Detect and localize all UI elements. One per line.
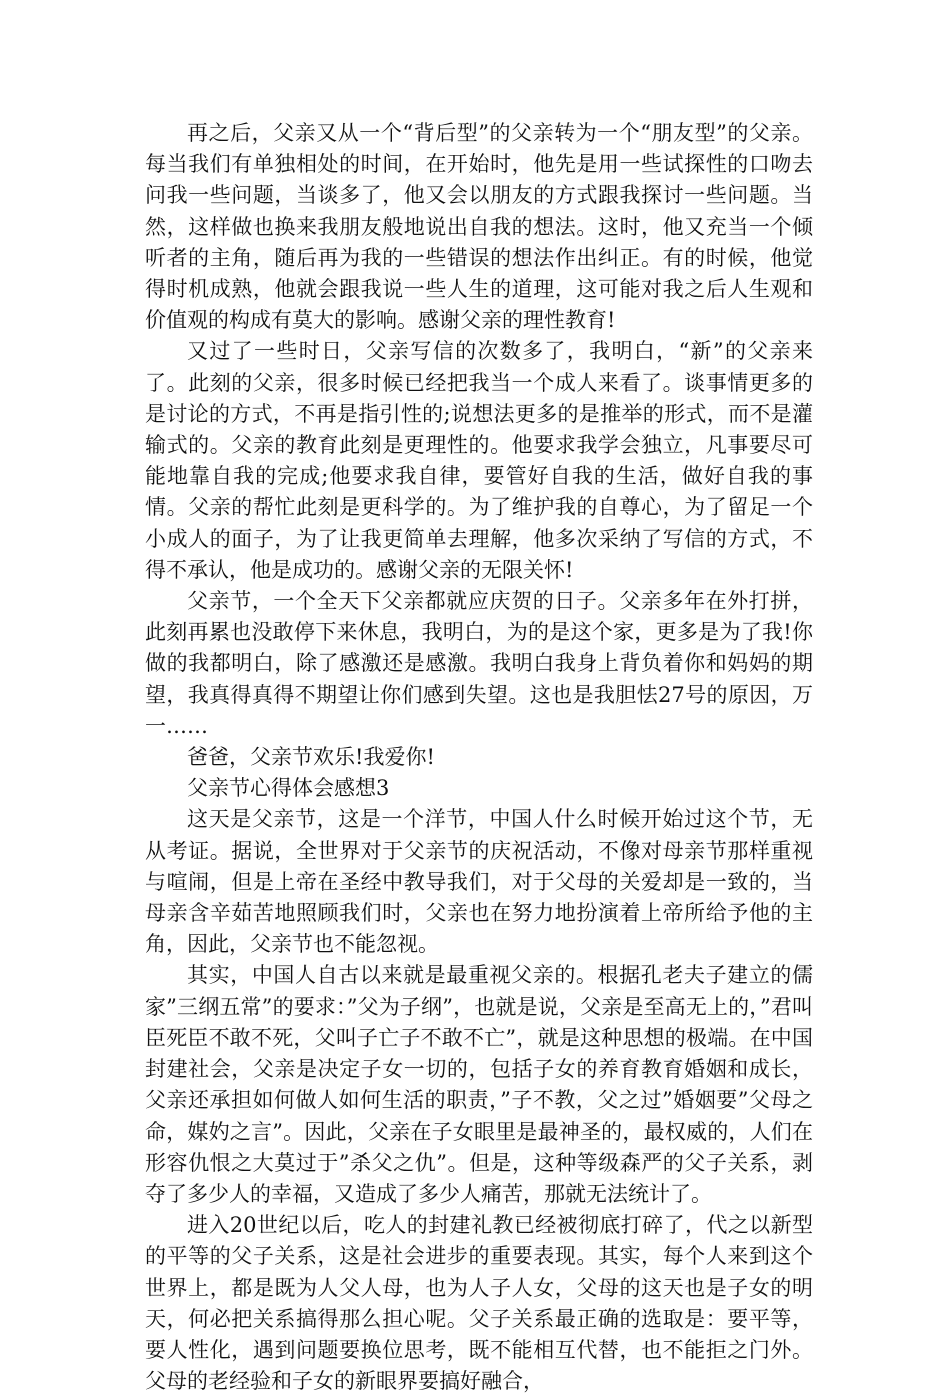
paragraph-confucian-tradition: 其实，中国人自古以来就是最重视父亲的。根据孔老夫子建立的儒家”三纲五常”的要求：”父为子纲”，也就是说，父亲是至高无上的，”君叫臣死臣不敢不死，父叫子亡子不敢不亡”，就是这种思想的极端。在中国封建社会，父亲是决定子女一切的，包括子女的养育教育婚姻和成长，父亲还承担如何做人如何生活的职责，”子不教，父之过”婚姻要”父母之命，媒妁之言”。因此，父亲在子女眼里是最神圣的，最权威的，人们在形容仇恨之大莫过于”杀父之仇”。但是，这种等级森严的父子关系，剥夺了多少人的幸福，又造成了多少人痛苦，那就无法统计了。 bbox=[145, 963, 813, 1206]
paragraph-modern-relationship: 进入20世纪以后，吃人的封建礼教已经被彻底打碎了，代之以新型的平等的父子关系，这是社会进步的重要表现。其实，每个人来到这个世界上，都是既为人父人母，也为人子人女，父母的这天也是子女的明天，何必把关系搞得那么担心呢。父子关系最正确的选取是：要平等，要人性化，遇到问题要换位思考，既不能相互代替，也不能拒之门外。父母的老经验和子女的新眼界要搞好融合， bbox=[145, 1213, 813, 1394]
paragraph-new-father: 又过了一些时日，父亲写信的次数多了，我明白，“新”的父亲来了。此刻的父亲，很多时候已经把我当一个成人来看了。谈事情更多的是讨论的方式，不再是指引性的;说想法更多的是推举的形式，而不是灌输式的。父亲的教育此刻是更理性的。他要求我学会独立，凡事要尽可能地靠自我的完成;他要求我自律，要管好自我的生活，做好自我的事情。父亲的帮忙此刻是更科学的。为了维护我的自尊心，为了留足一个小成人的面子，为了让我更简单去理解，他多次采纳了写信的方式，不得不承认，他是成功的。感谢父亲的无限关怀! bbox=[145, 339, 813, 582]
section-heading: 父亲节心得体会感想3 bbox=[187, 776, 390, 801]
paragraph-friend-father: 再之后，父亲又从一个“背后型”的父亲转为一个“朋友型”的父亲。每当我们有单独相处的时间，在开始时，他先是用一些试探性的口吻去问我一些问题，当谈多了，他又会以朋友的方式跟我探讨一些问题。当然，这样做也换来我朋友般地说出自我的想法。这时，他又充当一个倾听者的主角，随后再为我的一些错误的想法作出纠正。有的时候，他觉得时机成熟，他就会跟我说一些人生的道理，这可能对我之后人生观和价值观的构成有莫大的影响。感谢父亲的理性教育! bbox=[145, 121, 813, 333]
paragraph-greeting: 爸爸，父亲节欢乐!我爱你! bbox=[187, 745, 435, 770]
paragraph-western-holiday: 这天是父亲节，这是一个洋节，中国人什么时候开始过这个节，无从考证。据说，全世界对于父亲节的庆祝活动，不像对母亲节那样重视与喧闹，但是上帝在圣经中教导我们，对于父母的关爱却是一致的，当母亲含辛茹苦地照顾我们时，父亲也在努力地扮演着上帝所给予他的主角，因此，父亲节也不能忽视。 bbox=[145, 807, 813, 957]
document-body bbox=[145, 118, 813, 1397]
paragraph-fathers-day: 父亲节，一个全天下父亲都就应庆贺的日子。父亲多年在外打拼，此刻再累也没敢停下来休息，我明白，为的是这个家，更多是为了我!你做的我都明白，除了感激还是感激。我明白我身上背负着你和妈妈的期望，我真得真得不期望让你们感到失望。这也是我胆怯27号的原因，万一…… bbox=[145, 589, 813, 738]
